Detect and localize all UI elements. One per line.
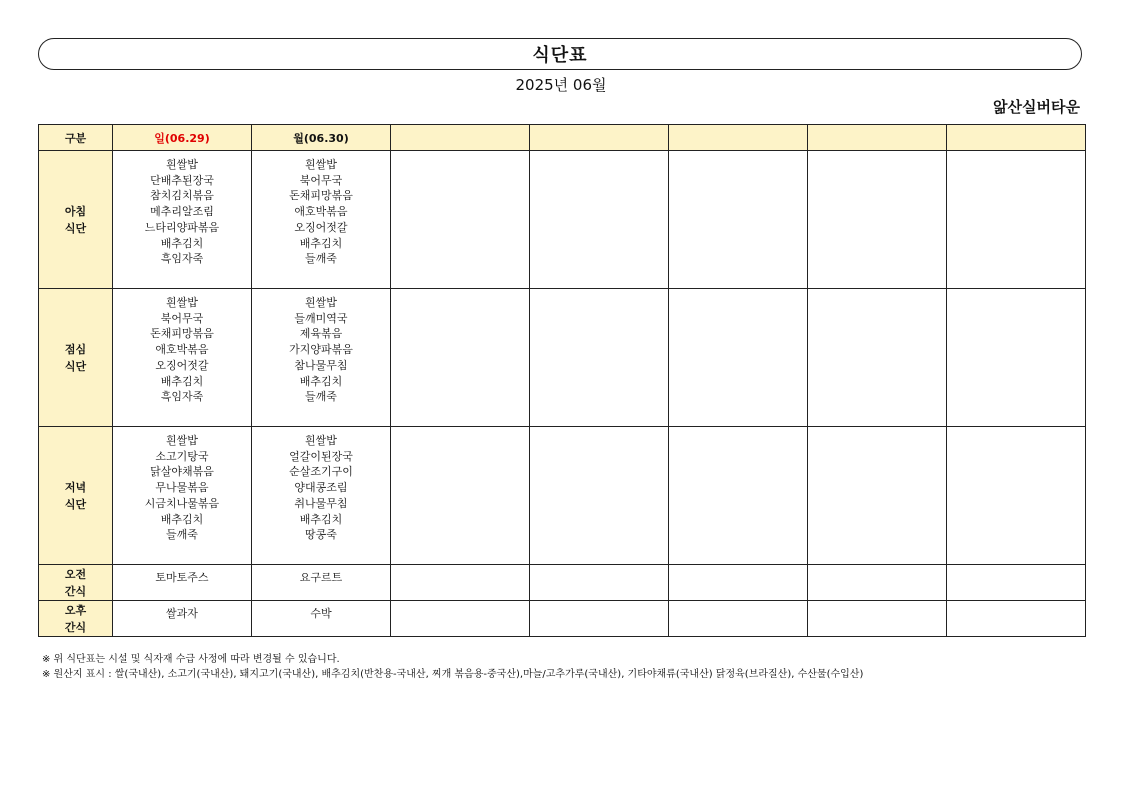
row-label-line: 식단 [64,221,87,235]
menu-item: 취나물무침 [294,496,348,510]
menu-cell [530,151,669,289]
menu-cell [391,289,530,427]
menu-item: 수박 [310,607,332,620]
menu-cell [808,151,947,289]
menu-item: 돈채피망볶음 [289,189,353,203]
row-label-line: 식단 [64,497,87,511]
breakfast-row [39,151,1086,289]
menu-item: 시금치나물볶음 [144,496,220,510]
menu-cell [669,289,808,427]
menu-item: 돈채피망볶음 [150,327,214,341]
menu-item: 흰쌀밥 [166,296,198,309]
menu-item: 들깨죽 [305,390,337,404]
row-label-line: 저녁 [64,480,87,494]
menu-table [38,124,1086,637]
row-label [39,565,113,601]
menu-cell [808,289,947,427]
menu-cell [252,427,391,565]
menu-cell [808,427,947,565]
menu-item: 흰쌀밥 [305,158,337,171]
menu-item: 흰쌀밥 [305,434,337,447]
menu-cell [391,565,530,601]
menu-item: 북어무국 [299,173,343,187]
menu-item: 흑임자죽 [160,390,204,404]
afternoon-snack-row [39,601,1086,637]
menu-item: 참나물무침 [294,358,348,372]
menu-item: 제육볶음 [299,327,343,341]
menu-month: 2025년 06월 [515,76,607,94]
day-header [947,125,1086,151]
menu-item: 들깨미역국 [294,311,348,325]
row-label-line: 오전 [64,567,87,581]
menu-cell [669,601,808,637]
menu-item: 북어무국 [160,311,204,325]
row-label [39,151,113,289]
menu-item: 토마토주스 [155,571,209,584]
menu-item: 요구르트 [299,571,343,584]
menu-cell [669,565,808,601]
menu-item: 양대콩조림 [294,481,348,495]
menu-cell [669,427,808,565]
menu-cell [113,151,252,289]
menu-item: 흰쌀밥 [166,434,198,447]
day-header [669,125,808,151]
menu-cell [391,427,530,565]
menu-cell [252,151,391,289]
row-label-line: 점심 [64,342,87,356]
row-label [39,289,113,427]
menu-cell [669,151,808,289]
menu-cell [530,565,669,601]
day-header: 월(06.30) [252,125,391,151]
menu-item: 들깨죽 [305,252,337,266]
menu-cell [947,601,1086,637]
row-label-line: 간식 [64,584,87,598]
menu-item: 느타리양파볶음 [144,220,220,234]
menu-item: 배추김치 [160,236,204,250]
note-line: ※ 위 식단표는 시설 및 식자재 수급 사정에 따라 변경될 수 있습니다. [42,654,340,665]
menu-item: 흰쌀밥 [166,158,198,171]
menu-item: 들깨죽 [166,528,198,542]
morning-snack-row [39,565,1086,601]
menu-item: 단배추된장국 [150,173,214,187]
menu-cell [530,427,669,565]
dinner-row [39,427,1086,565]
menu-cell [113,565,252,601]
day-header [530,125,669,151]
menu-item: 배추김치 [160,374,204,388]
menu-item: 소고기탕국 [155,449,209,463]
menu-item: 애호박볶음 [294,205,348,219]
menu-item: 애호박볶음 [155,343,209,357]
notes [42,652,863,682]
menu-cell [808,565,947,601]
menu-item: 오징어젓갈 [294,220,348,234]
menu-cell [113,427,252,565]
menu-item: 닭살야채볶음 [150,465,214,479]
note-line: ※ 원산지 표시 : 쌀(국내산), 소고기(국내산), 돼지고기(국내산), 배추김치(반찬용-국내산, 찌개 볶음용-중국산),마늘/고추가루(국내산), 기타야채류(국내산) 닭정육(브라질산), 수산물(수입산) [42,669,864,680]
row-label-line: 오후 [64,603,87,617]
menu-item: 흑임자죽 [160,252,204,266]
menu-item: 배추김치 [299,512,343,526]
lunch-row [39,289,1086,427]
menu-cell [252,565,391,601]
menu-item: 얼갈이된장국 [289,449,353,463]
menu-item: 메추리알조림 [150,205,214,219]
menu-item: 배추김치 [299,236,343,250]
row-label-line: 식단 [64,359,87,373]
menu-item: 흰쌀밥 [305,296,337,309]
menu-item: 무나물볶음 [155,481,209,495]
menu-cell [947,565,1086,601]
menu-cell [252,601,391,637]
menu-cell [113,289,252,427]
menu-cell [947,289,1086,427]
header-row [39,125,1086,151]
menu-item: 오징어젓갈 [155,358,209,372]
menu-cell [947,151,1086,289]
menu-item: 배추김치 [160,512,204,526]
row-label-line: 아침 [64,204,87,218]
menu-item: 순살조기구이 [289,465,353,479]
menu-cell [391,601,530,637]
menu-cell [113,601,252,637]
menu-cell [391,151,530,289]
menu-item: 참치김치볶음 [150,189,214,203]
menu-cell [808,601,947,637]
menu-item: 배추김치 [299,374,343,388]
menu-cell [530,289,669,427]
menu-item: 가지양파볶음 [289,343,353,357]
menu-cell [947,427,1086,565]
menu-cell [530,601,669,637]
menu-cell [252,289,391,427]
day-header [391,125,530,151]
day-header [808,125,947,151]
page-title: 식단표 [532,45,588,66]
day-header: 일(06.29) [113,125,252,151]
row-label-line: 간식 [64,620,87,634]
organization-name: 앎산실버타운 [993,98,1080,116]
row-label [39,427,113,565]
row-label [39,601,113,637]
corner-header: 구분 [39,125,113,151]
title-box [38,38,1082,70]
menu-item: 쌀과자 [166,607,198,620]
menu-item: 땅콩죽 [305,528,337,542]
